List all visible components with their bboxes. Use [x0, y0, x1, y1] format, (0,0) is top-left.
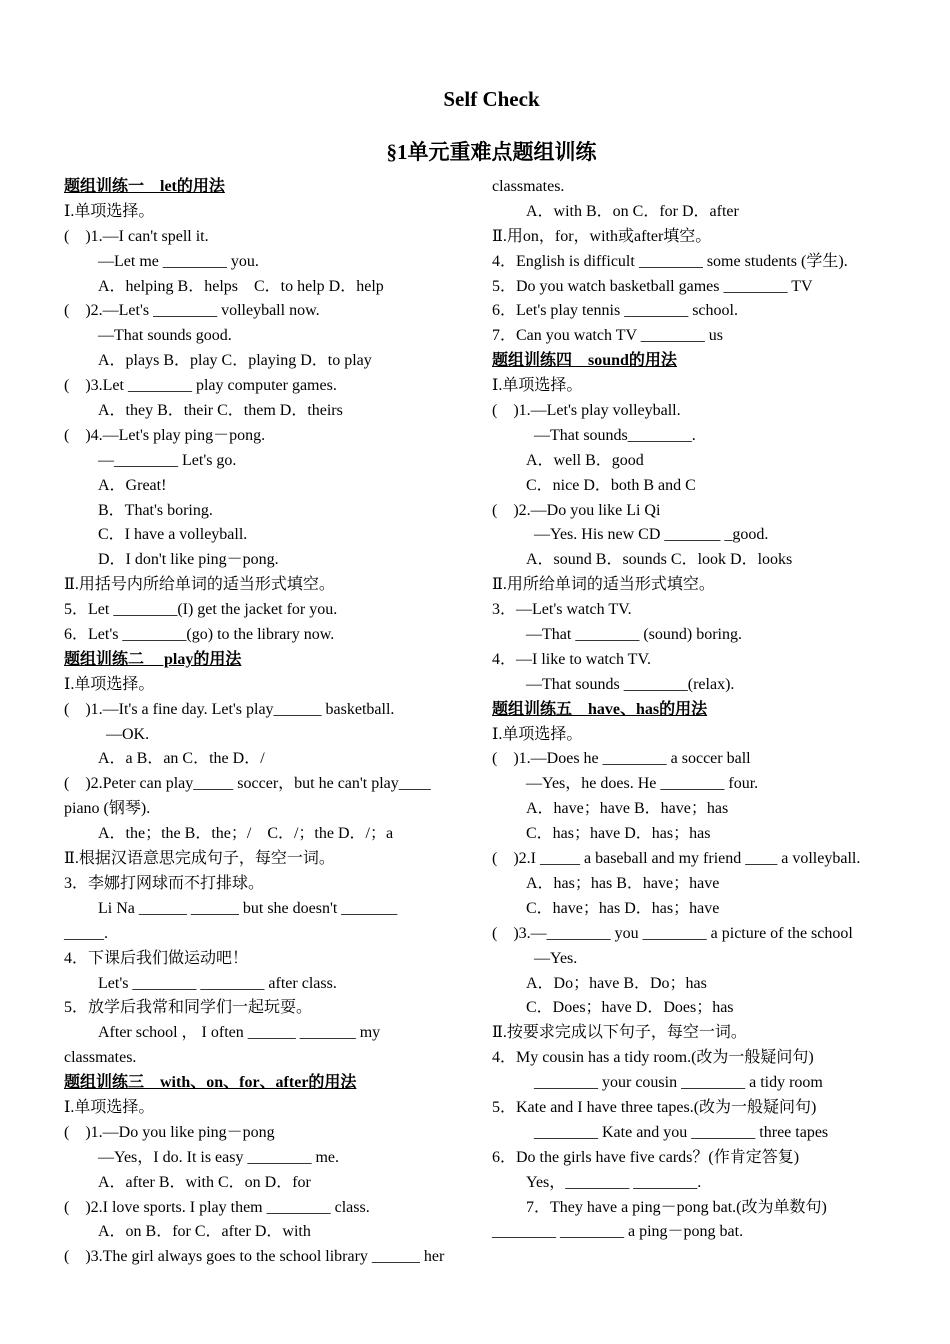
page-title: Self Check — [443, 87, 540, 111]
text-line: Let's ________ ________ after class. — [98, 974, 337, 992]
text-line: A．they B．their C．them D．theirs — [98, 402, 343, 420]
text-line: Ⅰ.单项选择。 — [64, 675, 155, 693]
text-line: ( )1.—I can't spell it. — [64, 227, 209, 245]
text-line: —That sounds ________(relax). — [526, 675, 735, 693]
text-line: C．I have a volleyball. — [98, 526, 248, 544]
text-line: ( )2.—Do you like Li Qi — [492, 501, 661, 519]
text-line: Li Na ______ ______ but she doesn't _______ — [98, 899, 398, 917]
text-line: ( )2.I love sports. I play them ________ class. — [64, 1198, 370, 1216]
text-line: 4．下课后我们做运动吧！ — [64, 949, 249, 967]
text-line: ( )3.The girl always goes to the school library ______ her — [64, 1248, 445, 1266]
text-line: ( )2.I _____ a baseball and my friend ____ a volleyball. — [492, 850, 861, 868]
text-line: —Yes，he does. He ________ four. — [526, 775, 759, 793]
text-line: Yes，________ ________. — [526, 1173, 702, 1191]
text-line: classmates. — [64, 1049, 137, 1067]
text-line: Ⅱ.用on，for，with或after填空。 — [492, 227, 712, 245]
text-line: 4．English is difficult ________ some students (学生). — [492, 252, 848, 270]
text-line: —Yes. His new CD _______ _good. — [534, 526, 769, 544]
text-line: —Let me ________ you. — [98, 252, 259, 270]
text-line: ( )1.—Let's play volleyball. — [492, 402, 681, 420]
text-line: ( )2.—Let's ________ volleyball now. — [64, 302, 320, 320]
text-line: —OK. — [106, 725, 150, 743]
text-line: 4．My cousin has a tidy room.(改为一般疑问句) — [492, 1049, 814, 1067]
text-line: A．with B．on C．for D．after — [526, 202, 739, 220]
text-line: Ⅰ.单项选择。 — [492, 377, 583, 395]
text-line: ________ your cousin ________ a tidy room — [534, 1074, 823, 1092]
text-line: Ⅰ.单项选择。 — [64, 202, 155, 220]
text-line: classmates. — [492, 178, 565, 195]
text-line: ________ ________ a ping－pong bat. — [492, 1223, 744, 1241]
text-line: 5．Let ________(I) get the jacket for you. — [64, 601, 338, 619]
text-line: ( )1.—Do you like ping－pong — [64, 1123, 275, 1141]
text-line: piano (钢琴). — [64, 800, 151, 818]
text-line: 7．Can you watch TV ________ us — [492, 327, 723, 345]
text-line: Ⅱ.用括号内所给单词的适当形式填空。 — [64, 576, 335, 594]
text-line: A．sound B．sounds C．look D．looks — [526, 551, 793, 569]
text-line: C．have；has D．has；have — [526, 899, 720, 917]
text-line: 3．李娜打网球而不打排球。 — [64, 874, 265, 892]
text-line: ( )3.—________ you ________ a picture of the school — [492, 924, 853, 942]
section-heading: 题组训练四 sound的用法 — [492, 352, 677, 370]
text-line: D．I don't like ping－pong. — [98, 551, 279, 569]
text-line: After school ， I often ______ _______ my — [98, 1024, 381, 1042]
text-line: —That ________ (sound) boring. — [526, 626, 742, 644]
text-line: Ⅱ.用所给单词的适当形式填空。 — [492, 576, 715, 594]
text-line: 4．—I like to watch TV. — [492, 650, 651, 668]
text-line: A．a B．an C．the D．/ — [98, 750, 265, 768]
section-heading: 题组训练三 with、on、for、after的用法 — [64, 1074, 357, 1092]
text-line: —That sounds good. — [98, 327, 232, 345]
text-line: 5．Do you watch basketball games ________ TV — [492, 277, 813, 295]
text-line: A．Great! — [98, 476, 167, 494]
text-line: Ⅱ.根据汉语意思完成句子，每空一词。 — [64, 850, 335, 868]
text-line: ( )3.Let ________ play computer games. — [64, 377, 337, 395]
text-line: A．plays B．play C．playing D．to play — [98, 352, 372, 370]
text-line: Ⅰ.单项选择。 — [492, 725, 583, 743]
text-line: A．after B．with C．on D．for — [98, 1173, 311, 1191]
text-line: ( )4.—Let's play ping－pong. — [64, 426, 266, 444]
text-line: 7．They have a ping－pong bat.(改为单数句) — [526, 1198, 827, 1216]
text-line: 6．Let's play tennis ________ school. — [492, 302, 738, 320]
text-line: C．nice D．both B and C — [526, 476, 696, 494]
text-line: B．That's boring. — [98, 501, 213, 519]
text-line: _____. — [64, 924, 108, 942]
text-line: A．has；has B．have；have — [526, 874, 720, 892]
section-heading: 题组训练一 let的用法 — [64, 178, 225, 195]
section-title: §1单元重难点题组训练 — [386, 140, 597, 164]
text-line: A．well B．good — [526, 451, 644, 469]
text-line: 6．Let's ________(go) to the library now. — [64, 626, 335, 644]
text-line: A．the；the B．the；/ C．/；the D．/；a — [98, 825, 394, 843]
text-line: ________ Kate and you ________ three tapes — [534, 1123, 829, 1141]
text-line: A．on B．for C．after D．with — [98, 1223, 311, 1241]
text-line: A．Do；have B．Do；has — [526, 974, 707, 992]
text-line: Ⅰ.单项选择。 — [64, 1098, 155, 1116]
text-line: 5．放学后我常和同学们一起玩耍。 — [64, 999, 313, 1017]
text-line: —Yes. — [534, 949, 578, 967]
text-line: —That sounds________. — [534, 426, 696, 444]
text-line: —________ Let's go. — [98, 451, 237, 469]
text-line: 5．Kate and I have three tapes.(改为一般疑问句) — [492, 1098, 817, 1116]
text-line: Ⅱ.按要求完成以下句子，每空一词。 — [492, 1024, 747, 1042]
section-heading: 题组训练五 have、has的用法 — [492, 700, 708, 718]
text-line: C．Does；have D．Does；has — [526, 999, 734, 1017]
text-line: A．helping B．helps C．to help D．help — [98, 277, 384, 295]
text-line: ( )1.—Does he ________ a soccer ball — [492, 750, 751, 768]
text-line: A．have；have B．have；has — [526, 800, 729, 818]
text-line: ( )1.—It's a fine day. Let's play______ basketball. — [64, 700, 395, 718]
text-line: 3．—Let's watch TV. — [492, 601, 632, 619]
text-line: 6．Do the girls have five cards？(作肯定答复) — [492, 1148, 800, 1166]
text-line: C．has；have D．has；has — [526, 825, 711, 843]
text-line: ( )2.Peter can play_____ soccer，but he can't play____ — [64, 775, 431, 793]
section-heading: 题组训练二 play的用法 — [64, 650, 242, 668]
left-column — [64, 175, 464, 1270]
right-column — [492, 175, 882, 1245]
text-line: —Yes，I do. It is easy ________ me. — [98, 1148, 340, 1166]
